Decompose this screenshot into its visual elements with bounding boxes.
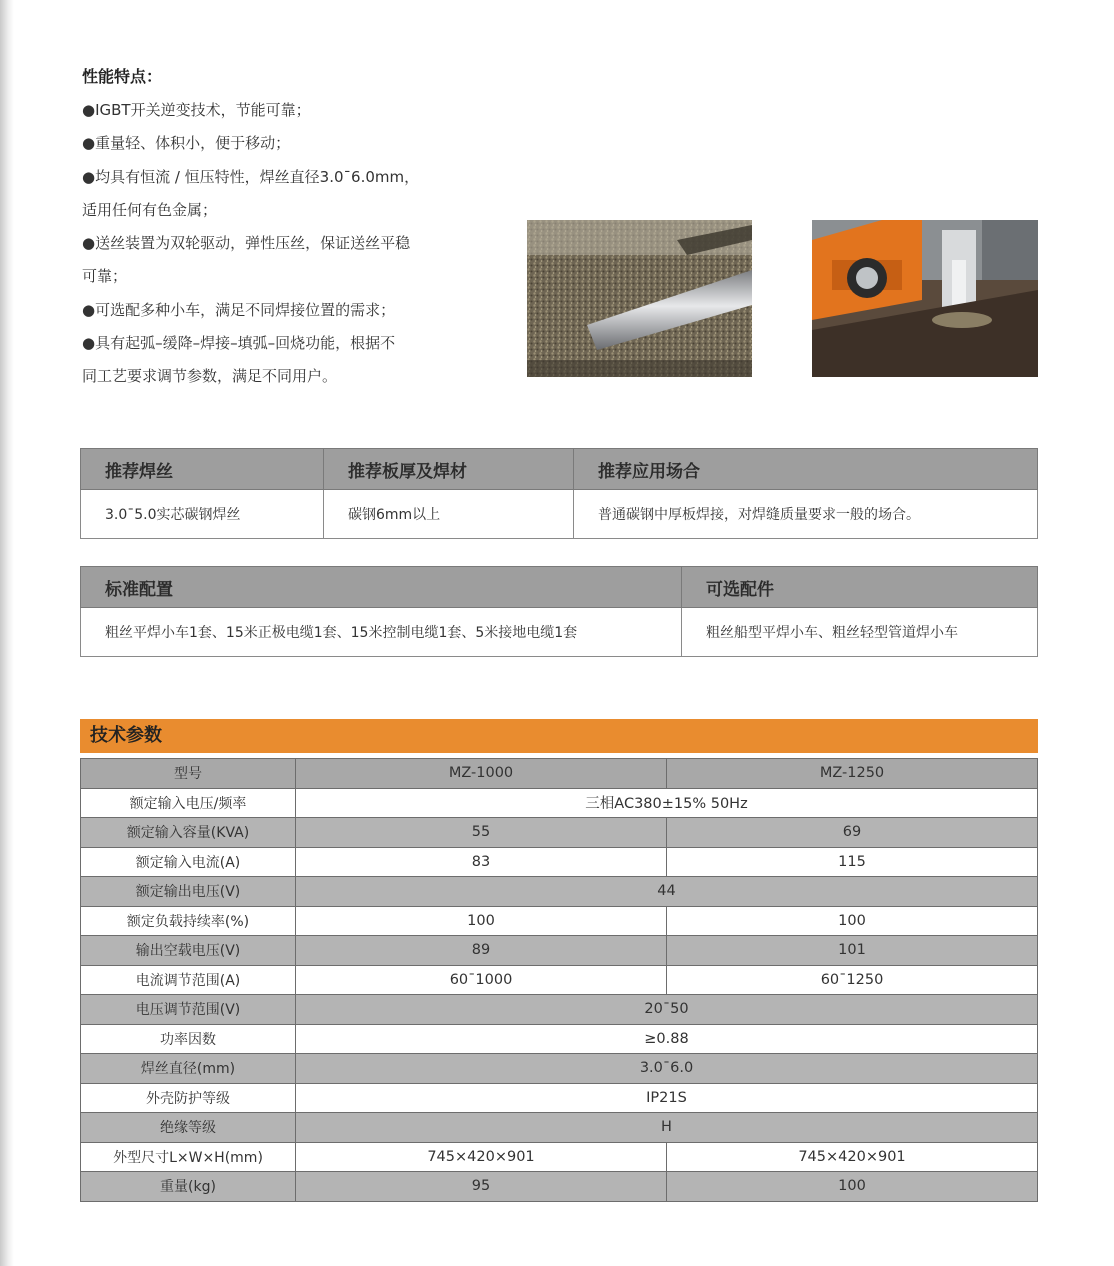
- weld-seam-photo: [527, 220, 752, 377]
- table-row: [81, 877, 1038, 907]
- table-row: [81, 847, 1038, 877]
- spec-value-mz1000: 89: [296, 936, 667, 966]
- spec-value-shared: H: [296, 1113, 1038, 1143]
- feature-line: ●重量轻、体积小，便于移动；: [82, 134, 291, 153]
- spec-value-mz1000: 83: [296, 847, 667, 877]
- spec-value-mz1250: 100: [667, 906, 1038, 936]
- spec-label: 电压调节范围(V): [81, 995, 296, 1025]
- header-recommended-application: 推荐应用场合: [574, 449, 1038, 490]
- features-title: 性能特点：: [82, 67, 163, 86]
- header-recommended-wire: 推荐焊丝: [81, 449, 324, 490]
- recommendation-table: [80, 448, 1038, 539]
- spec-label: 额定输入电压/频率: [81, 788, 296, 818]
- table-row: [81, 1142, 1038, 1172]
- spec-value-shared: IP21S: [296, 1083, 1038, 1113]
- recommended-thickness-value: 碳钢6mm以上: [324, 490, 574, 539]
- spec-label: 功率因数: [81, 1024, 296, 1054]
- table-row: [81, 1113, 1038, 1143]
- spec-label: 外型尺寸L×W×H(mm): [81, 1142, 296, 1172]
- spec-label: 额定输出电压(V): [81, 877, 296, 907]
- spec-label: 额定输入容量(KVA): [81, 818, 296, 848]
- spec-value-mz1250: 60¯1250: [667, 965, 1038, 995]
- table-row: [81, 906, 1038, 936]
- configuration-table: [80, 566, 1038, 657]
- features-section: [82, 60, 512, 394]
- feature-line: ●送丝装置为双轮驱动，弹性压丝，保证送丝平稳: [82, 234, 411, 253]
- spec-label: 重量(kg): [81, 1172, 296, 1202]
- table-row: [81, 1172, 1038, 1202]
- feature-line: ●均具有恒流 / 恒压特性，焊丝直径3.0¯6.0mm，: [82, 167, 420, 186]
- table-row: [81, 1054, 1038, 1084]
- spec-value-mz1000: 55: [296, 818, 667, 848]
- page-edge-shadow: [0, 0, 14, 1266]
- feature-line: ●IGBT开关逆变技术，节能可靠；: [82, 101, 311, 119]
- standard-config-value: 粗丝平焊小车1套、15米正极电缆1套、15米控制电缆1套、5米接地电缆1套: [81, 608, 682, 657]
- spec-value-shared: 三相AC380±15% 50Hz: [296, 788, 1038, 818]
- spec-label: 额定输入电流(A): [81, 847, 296, 877]
- spec-value-mz1000: 745×420×901: [296, 1142, 667, 1172]
- tech-params-title: 技术参数: [80, 719, 1038, 753]
- spec-value-mz1250: 115: [667, 847, 1038, 877]
- table-row: [81, 788, 1038, 818]
- feature-line: 可靠；: [82, 267, 128, 286]
- header-recommended-thickness: 推荐板厚及焊材: [324, 449, 574, 490]
- spec-value-shared: 20¯50: [296, 995, 1038, 1025]
- model-mz1000: MZ-1000: [296, 759, 667, 789]
- table-row: [81, 1024, 1038, 1054]
- spec-value-mz1250: 745×420×901: [667, 1142, 1038, 1172]
- table-row: [81, 818, 1038, 848]
- optional-accessories-value: 粗丝船型平焊小车、粗丝轻型管道焊小车: [682, 608, 1038, 657]
- spec-value-shared: ≥0.88: [296, 1024, 1038, 1054]
- spec-value-shared: 44: [296, 877, 1038, 907]
- tech-params-table: [80, 758, 1038, 1202]
- spec-label: 电流调节范围(A): [81, 965, 296, 995]
- recommended-wire-value: 3.0¯5.0实芯碳钢焊丝: [81, 490, 324, 539]
- header-standard-config: 标准配置: [81, 567, 682, 608]
- feature-line: ●具有起弧–缓降–焊接–填弧–回烧功能，根据不: [82, 334, 396, 353]
- model-mz1250: MZ-1250: [667, 759, 1038, 789]
- spec-value-mz1000: 95: [296, 1172, 667, 1202]
- table-row: [81, 965, 1038, 995]
- table-row: [81, 759, 1038, 789]
- table-row: [81, 936, 1038, 966]
- table-row: [81, 1083, 1038, 1113]
- spec-label: 额定负载持续率(%): [81, 906, 296, 936]
- spec-value-mz1250: 101: [667, 936, 1038, 966]
- spec-label: 输出空载电压(V): [81, 936, 296, 966]
- feature-line: 同工艺要求调节参数，满足不同用户。: [82, 367, 338, 386]
- feature-line: ●可选配多种小车，满足不同焊接位置的需求；: [82, 300, 396, 319]
- spec-value-mz1250: 100: [667, 1172, 1038, 1202]
- model-label: 型号: [81, 759, 296, 789]
- welding-carriage-photo: [812, 220, 1038, 377]
- feature-line: 适用任何有色金属；: [82, 200, 218, 219]
- spec-label: 焊丝直径(mm): [81, 1054, 296, 1084]
- spec-value-mz1000: 100: [296, 906, 667, 936]
- spec-value-shared: 3.0¯6.0: [296, 1054, 1038, 1084]
- header-optional-accessories: 可选配件: [682, 567, 1038, 608]
- recommended-application-value: 普通碳钢中厚板焊接，对焊缝质量要求一般的场合。: [574, 490, 1038, 539]
- spec-value-mz1250: 69: [667, 818, 1038, 848]
- table-row: [81, 995, 1038, 1025]
- spec-label: 外壳防护等级: [81, 1083, 296, 1113]
- spec-label: 绝缘等级: [81, 1113, 296, 1143]
- spec-value-mz1000: 60¯1000: [296, 965, 667, 995]
